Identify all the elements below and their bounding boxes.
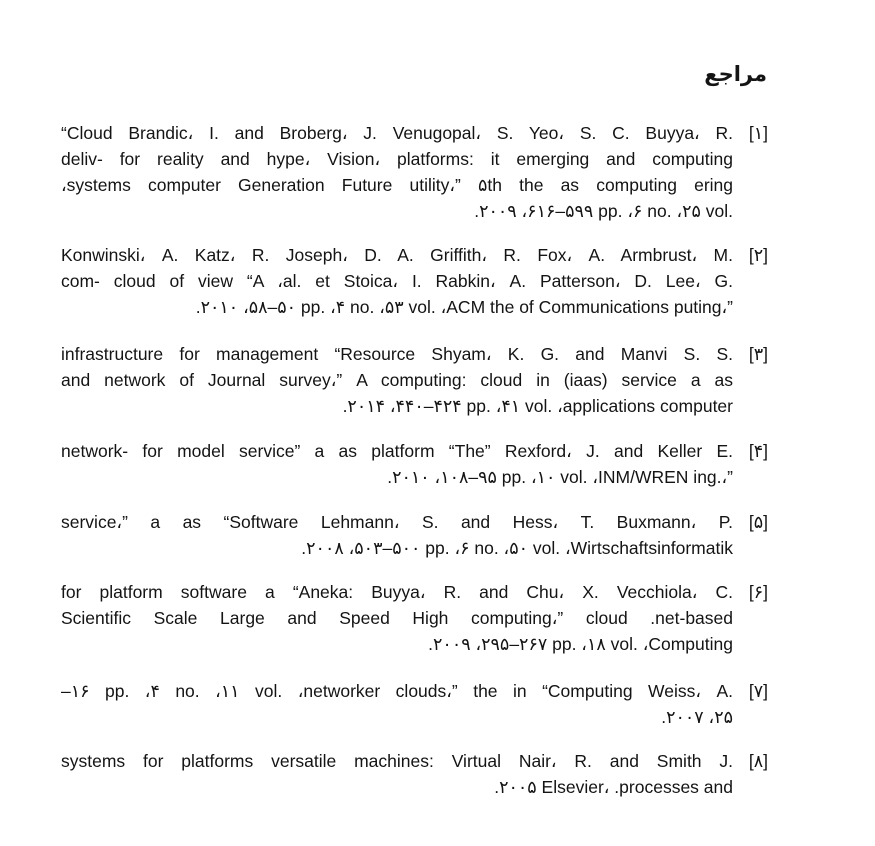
reference-line: Konwinski، A. Katz، R. Joseph، D. A. Griffith، R. Fox، A. Armbrust، M. xyxy=(61,245,733,265)
reference-line: .۲۰۰۹ ،۲۹۵–۲۶۷ pp. ،۱۸ vol. ،Computing xyxy=(428,634,733,654)
reference-line: for platform software a “Aneka: Buyya، R. and Chu، X. Vecchiola، C. xyxy=(61,582,733,602)
references-heading: مراجع xyxy=(704,62,767,86)
reference-number: [۲] xyxy=(748,245,768,265)
reference-line: com- cloud of view “A ،al. et Stoica، I. Rabkin، A. Patterson، D. Lee، G. xyxy=(61,271,733,291)
reference-number: [۶] xyxy=(748,582,768,602)
reference-line: .۲۰۰۹ ،۶۱۶–۵۹۹ pp. ،۶ no. ،۲۵ vol. xyxy=(474,201,733,221)
reference-line: service،” a as “Software Lehmann، S. and Hess، T. Buxmann، P. xyxy=(61,512,733,532)
reference-number: [۵] xyxy=(748,512,768,532)
reference-line: systems for platforms versatile machines: Virtual Nair، R. and Smith J. xyxy=(61,751,733,771)
reference-line: .۲۰۱۰ ،۵۸–۵۰ pp. ،۴ no. ،۵۳ vol. ،ACM the of Communications puting،” xyxy=(195,297,733,317)
reference-number: [۴] xyxy=(748,441,768,461)
reference-line: ،systems computer Generation Future utility،” ۵th the as computing ering xyxy=(61,175,733,195)
reference-number: [۳] xyxy=(748,344,768,364)
reference-number: [۷] xyxy=(748,681,768,701)
reference-line: .۲۰۰۸ ،۵۰۳–۵۰۰ pp. ،۶ no. ،۵۰ vol. ،Wirtschaftsinformatik xyxy=(301,538,733,558)
reference-line: network- for model service” a as platform “The” Rexford، J. and Keller E. xyxy=(61,441,733,461)
reference-line: .۲۰۱۰ ،۱۰۸–۹۵ pp. ،۱۰ vol. ،INM/WREN ing.،” xyxy=(387,467,733,487)
reference-line: and network of Journal survey،” A computing: cloud in (iaas) service a as xyxy=(61,370,733,390)
reference-line: .۲۰۱۴ ،۴۴۰–۴۲۴ pp. ،۴۱ vol. ،applications computer xyxy=(342,396,733,416)
reference-number: [۸] xyxy=(748,751,768,771)
reference-line: “Cloud Brandic، I. and Broberg، J. Venugopal، S. Yeo، S. C. Buyya، R. xyxy=(61,123,733,143)
reference-line: .۲۰۰۵ Elsevier، .processes and xyxy=(494,777,733,797)
reference-line: deliv- for reality and hype، Vision، platforms: it emerging and computing xyxy=(61,149,733,169)
reference-number: [۱] xyxy=(748,123,768,143)
reference-line: .۲۰۰۷ ،۲۵ xyxy=(661,707,733,727)
reference-line: Scientific Scale Large and Speed High computing،” cloud .net-based xyxy=(61,608,733,628)
reference-line: infrastructure for management “Resource Shyam، K. G. and Manvi S. S. xyxy=(61,344,733,364)
reference-line: –۱۶ pp. ،۴ no. ،۱۱ vol. ،networker clouds،” the in “Computing Weiss، A. xyxy=(61,681,733,701)
